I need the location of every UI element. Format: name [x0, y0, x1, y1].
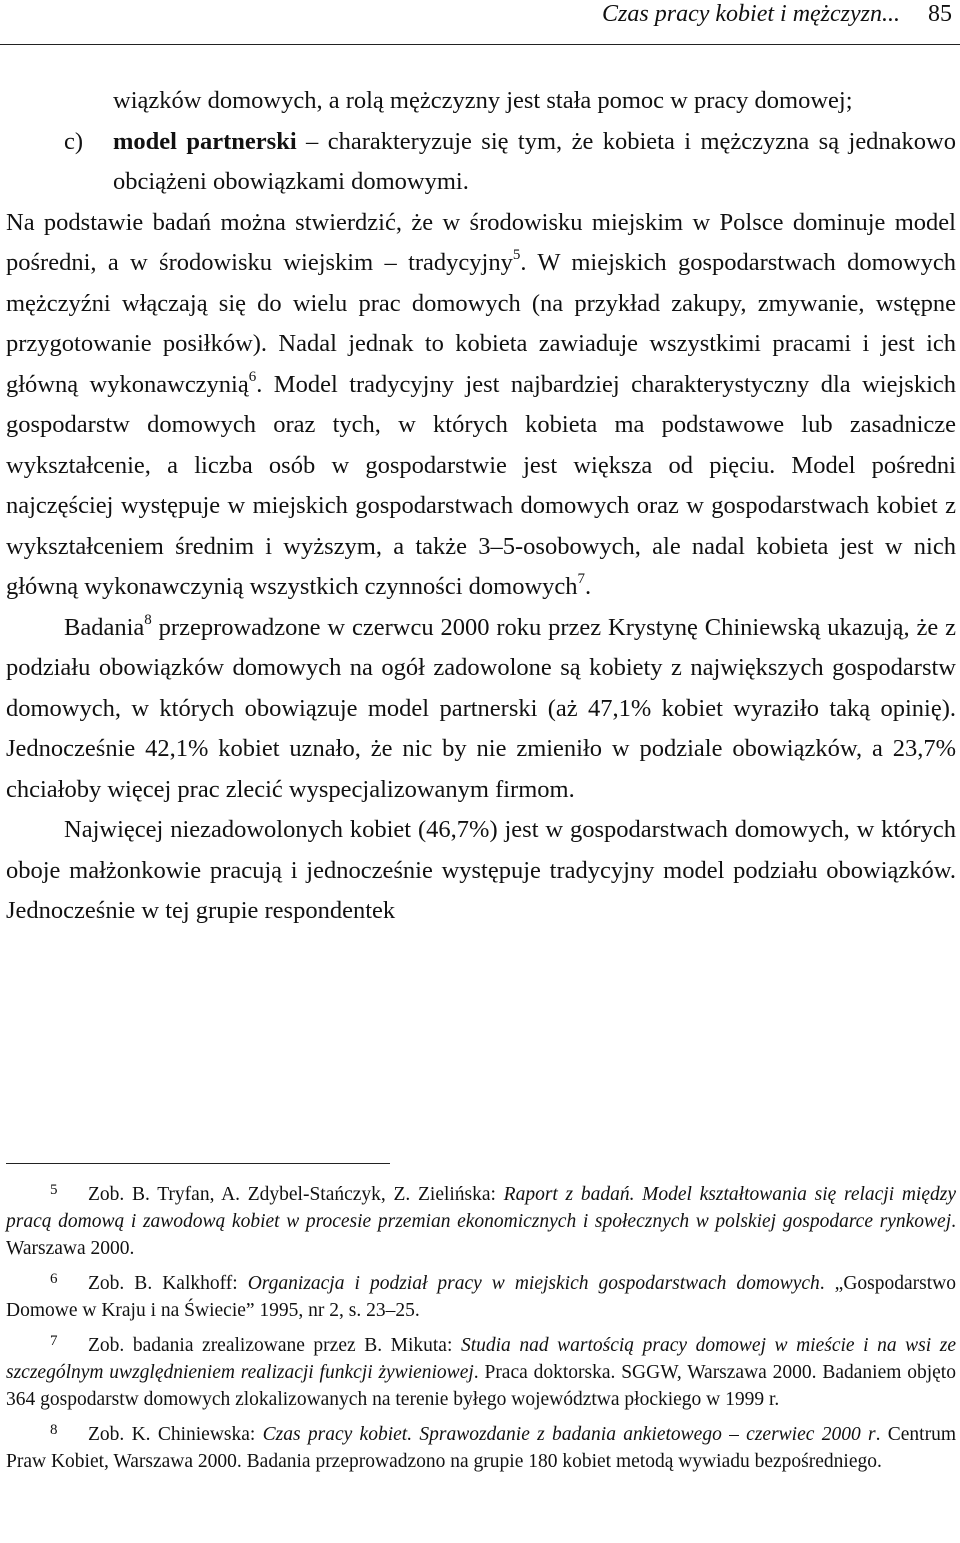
paragraph-1 — [6, 203, 956, 608]
footnote-ref-7[interactable]: 7 — [577, 571, 586, 587]
footnote-ref-8[interactable]: 8 — [144, 611, 152, 628]
footnote-8: 8 Zob. K. Chiniewska: Czas pracy kobiet. Sprawozdanie z badania ankietowego – czerwiec 2000 r. Centrum Praw Kobiet, Warszawa 2000. Badania przeprowadzono na grupie 180 kobiet metodą wywiadu bezpośredniego. — [6, 1422, 956, 1472]
footnote-6: 6 Zob. B. Kalkhoff: Organizacja i podział pracy w miejskich gospodarstwach domowych. „Gospodarstwo Domowe w Kraju i na Świecie” 1995, nr 2, s. 23–25. — [6, 1271, 956, 1321]
list-item-c — [6, 122, 956, 203]
list-item-continuation: wiązków domowych, a rolą mężczyzny jest stała pomoc w pracy domowej; — [113, 87, 853, 114]
footnote-text: . „Gospodarstwo Domowe w Kraju i na Świecie” 1995, nr 2, s. 23–25. — [6, 1273, 956, 1321]
paragraph-text: . — [585, 573, 592, 600]
footnote-title: Organizacja i podział pracy w miejskich gospodarstwach domowych — [247, 1273, 820, 1294]
footnotes — [6, 1181, 956, 1483]
footnote-text: . Centrum Praw Kobiet, Warszawa 2000. Badania przeprowadzono na grupie 180 kobiet metodą wywiadu bezpośredniego. — [6, 1424, 956, 1472]
paragraph-3: Najwięcej niezadowolonych kobiet (46,7%) jest w gospodarstwach domowych, w których oboje małżonkowie pracują i jednocześnie występuje tradycyjny model podziału obowiązków. Jednocześnie w tej grupie respondentek — [6, 816, 956, 924]
footnote-text: Zob. B. Kalkhoff: — [88, 1273, 248, 1294]
footnote-text: . Warszawa 2000. — [6, 1211, 956, 1259]
footnote-separator — [6, 1163, 390, 1164]
paragraph-2 — [6, 608, 956, 811]
footnote-text: Zob. K. Chiniewska: — [88, 1424, 263, 1445]
footnote-text: Zob. B. Tryfan, A. Zdybel-Stańczyk, Z. Zielińska: — [88, 1184, 504, 1205]
paragraph-text: . Model tradycyjny jest najbardziej charakterystyczny dla wiejskich gospodarstw domowych oraz tych, w których kobieta ma podstawowe lub zasadnicze wykształcenie, a liczba osób w gospodarstwie jest większa od pięciu. Model pośredni najczęściej występuje w miejskich gospodarstwach domowych oraz w gospodarstwach kobiet z wykształceniem średnim i wyższym, a także 3–5-osobowych, ale nadal kobieta jest w nich główną wykonawczynią wszystkich czynności domowych — [6, 370, 956, 600]
footnote-ref-5[interactable]: 5 — [512, 247, 521, 263]
main-text — [6, 81, 956, 932]
term-model-partnerski: model partnerski — [113, 127, 297, 155]
paragraph-text: Na podstawie badań można stwierdzić, że w środowisku miejskim w Polsce dominuje model pośredni, a w środowisku wiejskim – tradycyjny — [6, 208, 956, 276]
page-number: 85 — [928, 1, 952, 27]
paragraph-text: . W miejskich gospodarstwach domowych mężczyźni włączają się do wielu prac domowych (na przykład zakupy, zmywanie, wstępne przygotowanie posiłków). Nadal jednak to kobieta zawiaduje wszystkimi pracami i jest ich główną wykonawczynią — [6, 249, 956, 398]
footnote-title: Raport z badań. Model kształtowania się relacji między pracą domową i zawodową kobiet w procesie przemian ekonomicznych i społecznych w polskiej gospodarce rynkowej — [6, 1184, 956, 1232]
page-header — [0, 0, 960, 45]
list-item-text: – charakteryzuje się tym, że kobieta i mężczyzna są jednakowo obciążeni obowiązkami domowymi. — [113, 127, 957, 195]
footnote-title: Studia nad wartością pracy domowej w mieście i na wsi ze szczególnym uwzględnieniem realizacji funkcji żywieniowej — [6, 1335, 956, 1383]
footnote-text: . Praca doktorska. SGGW, Warszawa 2000. Badaniem objęto 364 gospodarstw domowych zlokalizowanych na terenie byłego województwa płockiego w 1999 r. — [6, 1362, 956, 1410]
footnote-text: Zob. badania zrealizowane przez B. Mikuta: — [88, 1335, 461, 1356]
running-title: Czas pracy kobiet i mężczyzn... — [602, 1, 900, 27]
footnote-5: 5 Zob. B. Tryfan, A. Zdybel-Stańczyk, Z. Zielińska: Raport z badań. Model kształtowania się relacji między pracą domową i zawodową kobiet w procesie przemian ekonomicznych i społecznych w polskiej gospodarce rynkowej. Warszawa 2000. — [6, 1182, 956, 1259]
paragraph-text: przeprowadzone w czerwcu 2000 roku przez Krystynę Chiniewską ukazują, że z podziału obowiązków domowych na ogół zadowolone są kobiety z największych gospodarstw domowych, w których obowiązuje model partnerski (aż 47,1% kobiet wyraziło taką opinię). Jednocześnie 42,1% kobiet uznało, że nic by nie zmieniło w podziale obowiązków, a 23,7% chciałoby więcej prac zlecić wyspecjalizowanym firmom. — [6, 613, 956, 803]
list-marker: c) — [64, 127, 84, 155]
paragraph-text: Badania — [64, 613, 145, 641]
footnote-ref-6[interactable]: 6 — [248, 368, 257, 385]
footnote-title: Czas pracy kobiet. Sprawozdanie z badania ankietowego – czerwiec 2000 r — [262, 1424, 876, 1445]
footnote-7: 7 Zob. badania zrealizowane przez B. Mikuta: Studia nad wartością pracy domowej w mieście i na wsi ze szczególnym uwzględnieniem realizacji funkcji żywieniowej. Praca doktorska. SGGW, Warszawa 2000. Badaniem objęto 364 gospodarstw domowych zlokalizowanych na terenie byłego województwa płockiego w 1999 r. — [6, 1333, 956, 1410]
